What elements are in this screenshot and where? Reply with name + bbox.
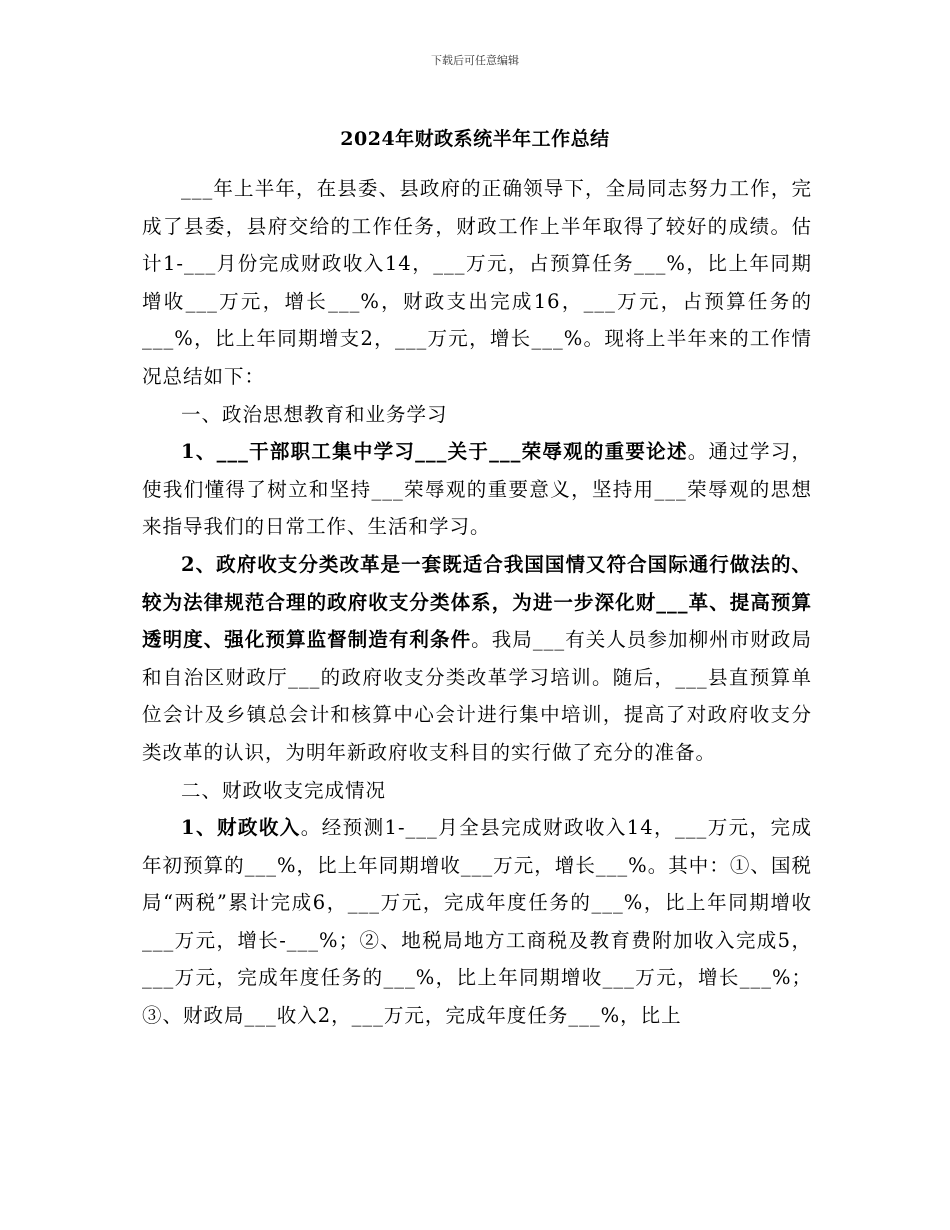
paragraph-revenue-bold: 1、财政收入 — [181, 816, 301, 840]
page-header: 下载后可任意编辑 — [431, 54, 519, 67]
paragraph-reform-text: 。我局___有关人员参加柳州市财政局和自治区财政厅___的政府收支分类改革学习培训。随后，___县直预算单位会计及乡镇总会计和核算中心会计进行集中培训，提高了对政府收支分类改革的认识，为明年新政府收支科目的实行做了充分的准备。 — [142, 628, 812, 764]
document-body — [142, 170, 812, 1035]
intro-paragraph: ___年上半年，在县委、县政府的正确领导下，全局同志努力工作，完成了县委，县府交给的工作任务，财政工作上半年取得了较好的成绩。估计1-___月份完成财政收入14，___万元，占预算任务___%，比上年同期增收___万元，增长___%，财政支出完成16，___万元，占预算任务的___%，比上年同期增支2，___万元，增长___%。现将上半年来的工作情况总结如下： — [142, 177, 812, 388]
paragraph-study-bold: 1、___干部职工集中学习___关于___荣辱观的重要论述 — [181, 440, 688, 464]
paragraph-reform-bold: 2、政府收支分类改革是一套既适合我国国情又符合国际通行做法的、较为法律规范合理的政府收支分类体系，为进一步深化财___革、提高预算透明度、强化预算监督制造有利条件 — [142, 552, 812, 652]
paragraph-revenue-text: 。经预测1-___月全县完成财政收入14，___万元，完成年初预算的___%，比上年同期增收___万元，增长___%。其中：①、国税局“两税”累计完成6，___万元，完成年度任务的___%，比上年同期增收___万元，增长-___%；②、地税局地方工商税及教育费附加收入完成5，___万元，完成年度任务的___%，比上年同期增收___万元，增长___%；③、财政局___收入2，___万元，完成年度任务___%，比上 — [142, 816, 812, 1028]
paragraph-revenue — [142, 809, 812, 1035]
section-heading-2: 二、财政收支完成情况 — [181, 778, 387, 802]
document-title: 2024年财政系统半年工作总结 — [340, 128, 610, 150]
paragraph-study — [142, 433, 812, 546]
paragraph-reform — [142, 546, 812, 772]
section-heading-1: 一、政治思想教育和业务学习 — [181, 402, 448, 426]
paragraph-study-text: 。通过学习，使我们懂得了树立和坚持___荣辱观的重要意义，坚持用___荣辱观的思想来指导我们的日常工作、生活和学习。 — [142, 440, 812, 539]
